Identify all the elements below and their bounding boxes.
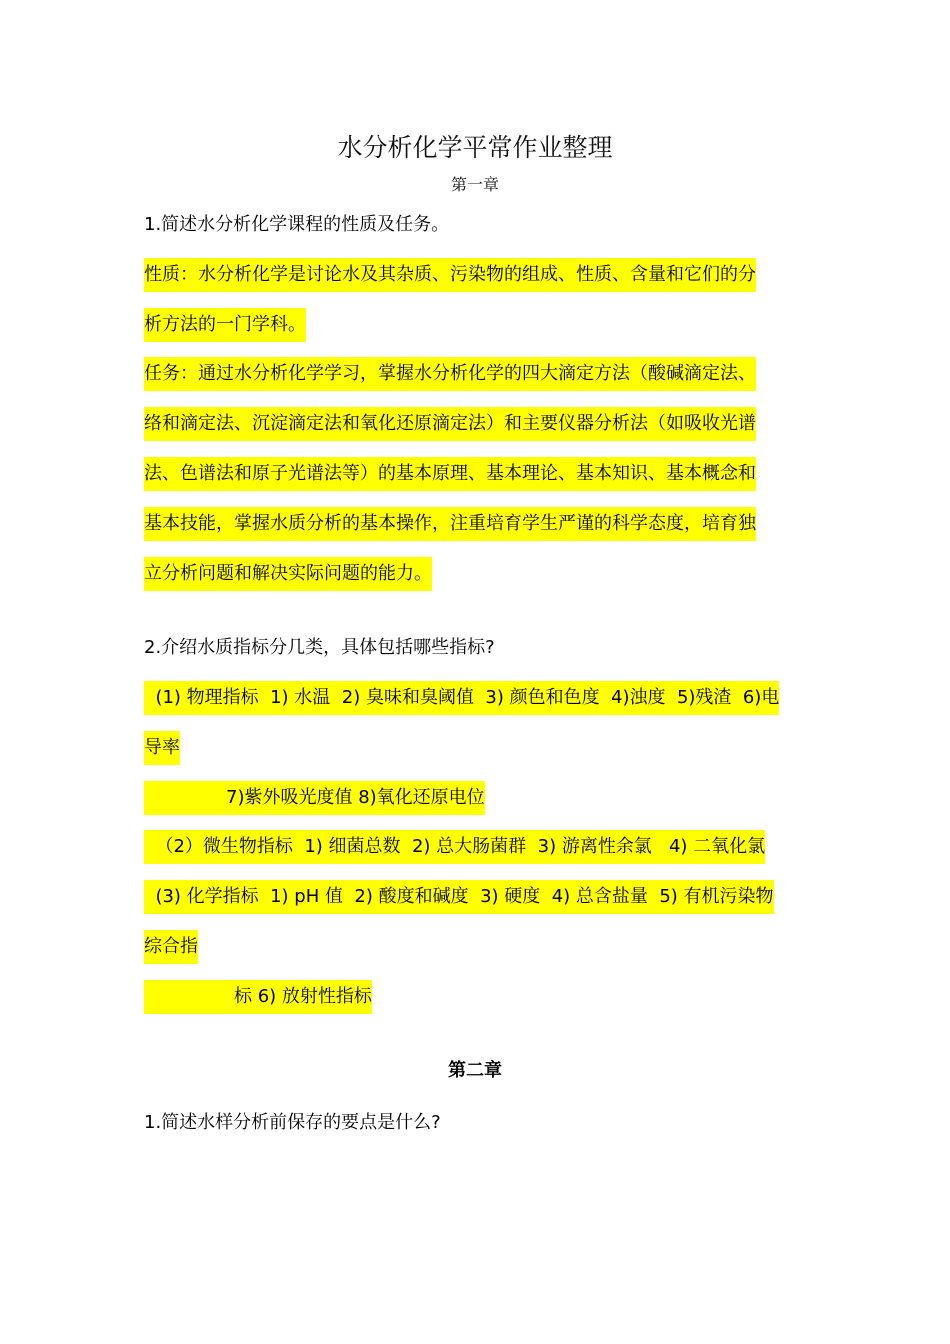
answer-task-line-2: 络和滴定法、沉淀滴定法和氧化还原滴定法）和主要仪器分析法（如吸收光谱 [144,407,756,441]
physical-indicators-line-3: 7)紫外吸光度值 8)氧化还原电位 [144,781,485,815]
answer-task-line-1: 任务：通过水分析化学学习，掌握水分析化学的四大滴定方法（酸碱滴定法、 [144,357,756,391]
chemical-indicators-line-3: 标 6) 放射性指标 [144,980,372,1014]
question-2: 2.介绍水质指标分几类，具体包括哪些指标? [144,637,495,658]
chapter-2-heading: 第二章 [448,1060,502,1081]
physical-indicators-line-1: (1) 物理指标 1) 水温 2) 臭味和臭阈值 3) 颜色和色度 4)浊度 5)残渣 6)电 [144,681,779,715]
document-title: 水分析化学平常作业整理 [337,133,613,162]
answer-task-line-3: 法、色谱法和原子光谱法等）的基本原理、基本理论、基本知识、基本概念和 [144,457,756,491]
chapter-1-heading: 第一章 [450,175,499,194]
question-1: 1.简述水分析化学课程的性质及任务。 [144,214,450,235]
answer-task-line-5: 立分析问题和解决实际问题的能力。 [144,557,432,591]
answer-nature-line-2: 析方法的一门学科。 [144,308,306,342]
chemical-indicators-line-2: 综合指 [144,930,198,964]
answer-nature-line-1: 性质：水分析化学是讨论水及其杂质、污染物的组成、性质、含量和它们的分 [144,258,756,292]
answer-task-line-4: 基本技能，掌握水质分析的基本操作，注重培育学生严谨的科学态度，培育独 [144,507,756,541]
microbial-indicators-line-1: （2）微生物指标 1) 细菌总数 2) 总大肠菌群 3) 游离性余氯 4) 二氧化氯 [144,830,765,864]
chapter-2-question-1: 1.简述水样分析前保存的要点是什么? [144,1112,441,1133]
chemical-indicators-line-1: (3) 化学指标 1) pH 值 2) 酸度和碱度 3) 硬度 4) 总含盐量 5) 有机污染物 [144,880,774,914]
physical-indicators-line-2: 导率 [144,731,180,765]
